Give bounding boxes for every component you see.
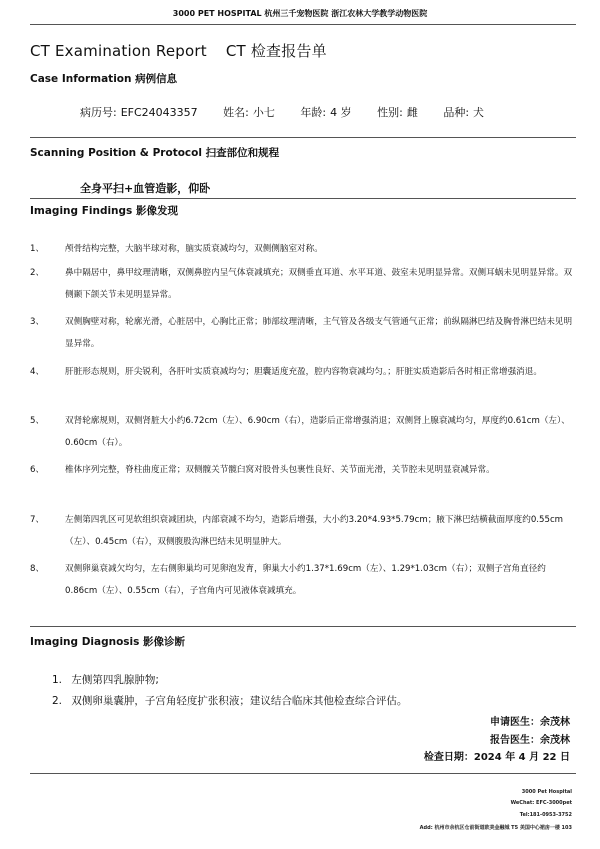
report-title	[30, 40, 327, 61]
finding-text: 双肾轮廓规则，双侧肾脏大小约6.72cm（左）、6.90cm（右），造影后正常增强消退；双侧肾上腺衰减均匀，厚度约0.61cm（左）、0.60cm（右）。	[65, 416, 570, 448]
field-name	[223, 104, 275, 120]
footer-phone: Tel:181-0953-3752	[519, 812, 572, 818]
footer-hospital: 3000 Pet Hospital	[521, 789, 572, 795]
diagnosis-number: 2.	[52, 695, 63, 707]
exam-date: 检查日期：2024 年 4 月 22 日	[423, 752, 570, 763]
protocol-heading: Scanning Position & Protocol 扫查部位和规程	[30, 147, 280, 159]
footer-address: Add: 杭州市余杭区仓前街道欧美金融城 T5 美国中心裙房一楼 103	[419, 825, 572, 831]
finding-text: 肝脏形态规则，肝尖锐利，各肝叶实质衰减均匀；胆囊适度充盈，腔内容物衰减均匀。；肝脏实质造影后各时相正常增强消退。	[65, 367, 542, 377]
finding-number: 3、	[30, 317, 45, 327]
field-label: 品种:	[443, 106, 470, 119]
report-title-cn: CT 检查报告单	[225, 42, 327, 60]
hospital-name: 3000 PET HOSPITAL 杭州三千宠物医院 浙江农林大学教学动物医院	[172, 9, 428, 18]
case-info-row	[80, 104, 506, 120]
diagnosis-heading: Imaging Diagnosis 影像诊断	[30, 636, 186, 648]
diagnosis-text: 左侧第四乳腺肿物;	[71, 674, 159, 686]
finding-text: 双侧卵巢衰减欠均匀，左右侧卵巢均可见卵泡发育，卵巢大小约1.37*1.69cm（左）、1.29*1.03cm（右）；双侧子宫角直径约0.86cm（左）、0.55cm（右），子宫角内可见液体衰减填充。	[65, 564, 546, 596]
protocol-text: 全身平扫+血管造影，仰卧	[80, 182, 211, 195]
field-breed	[443, 104, 484, 120]
field-value: 雌	[406, 106, 418, 119]
diagnosis-item	[52, 693, 407, 708]
field-value: 犬	[473, 106, 485, 119]
field-label: 年龄:	[300, 106, 327, 119]
field-value: 小七	[252, 106, 275, 119]
finding-text: 左侧第四乳区可见软组织衰减团块，内部衰减不均匀，造影后增强，大小约3.20*4.93*5.79cm；腋下淋巴结横截面厚度约0.55cm（左）、0.45cm（右），双侧腹股沟淋巴结未见明显肿大。	[65, 515, 564, 547]
finding-text: 椎体序列完整，脊柱曲度正常；双侧髋关节髋臼窝对股骨头包裹性良好、关节面光滑，关节腔未见明显衰减异常。	[65, 465, 495, 475]
finding-number: 7、	[30, 515, 45, 525]
divider	[30, 198, 576, 199]
finding-number: 8、	[30, 564, 45, 574]
finding-number: 1、	[30, 244, 45, 254]
divider	[30, 626, 576, 627]
finding-number: 2、	[30, 268, 45, 278]
finding-text: 颅骨结构完整，大脑半球对称，脑实质衰减均匀，双侧侧脑室对称。	[65, 244, 323, 254]
field-record-number	[80, 104, 198, 120]
finding-text: 鼻中隔居中，鼻甲纹理清晰，双侧鼻腔内呈气体衰减填充；双侧垂直耳道、水平耳道、鼓室未见明显异常。双侧耳蜗未见明显异常。双侧颞下颌关节未见明显异常。	[65, 268, 573, 300]
finding-number: 5、	[30, 416, 45, 426]
findings-heading: Imaging Findings 影像发现	[30, 205, 178, 217]
field-sex	[377, 104, 418, 120]
finding-number: 6、	[30, 465, 45, 475]
case-info-heading: Case Information 病例信息	[30, 73, 178, 85]
field-value: EFC24043357	[120, 106, 198, 119]
field-label: 姓名:	[223, 106, 249, 119]
report-title-en: CT Examination Report	[30, 42, 207, 60]
finding-number: 4、	[30, 367, 45, 377]
field-age	[300, 104, 351, 120]
field-label: 病历号:	[80, 106, 117, 119]
reporting-doctor: 报告医生：余茂林	[490, 735, 570, 746]
field-value: 4 岁	[330, 106, 352, 119]
footer-divider	[30, 773, 576, 774]
diagnosis-text: 双侧卵巢囊肿，子宫角轻度扩张积液；建议结合临床其他检查综合评估。	[71, 695, 408, 707]
footer-wechat: WeChat: EFC-3000pet	[510, 800, 572, 806]
field-label: 性别:	[377, 106, 403, 119]
diagnosis-number: 1.	[52, 674, 63, 686]
header-divider	[30, 24, 576, 25]
requesting-doctor: 申请医生：余茂林	[490, 717, 570, 728]
diagnosis-item	[52, 672, 159, 687]
divider	[30, 137, 576, 138]
finding-text: 双侧胸壁对称，轮廓光滑，心脏居中，心胸比正常；肺部纹理清晰，主气管及各级支气管通气正常；前纵隔淋巴结及胸骨淋巴结未见明显异常。	[65, 317, 573, 349]
